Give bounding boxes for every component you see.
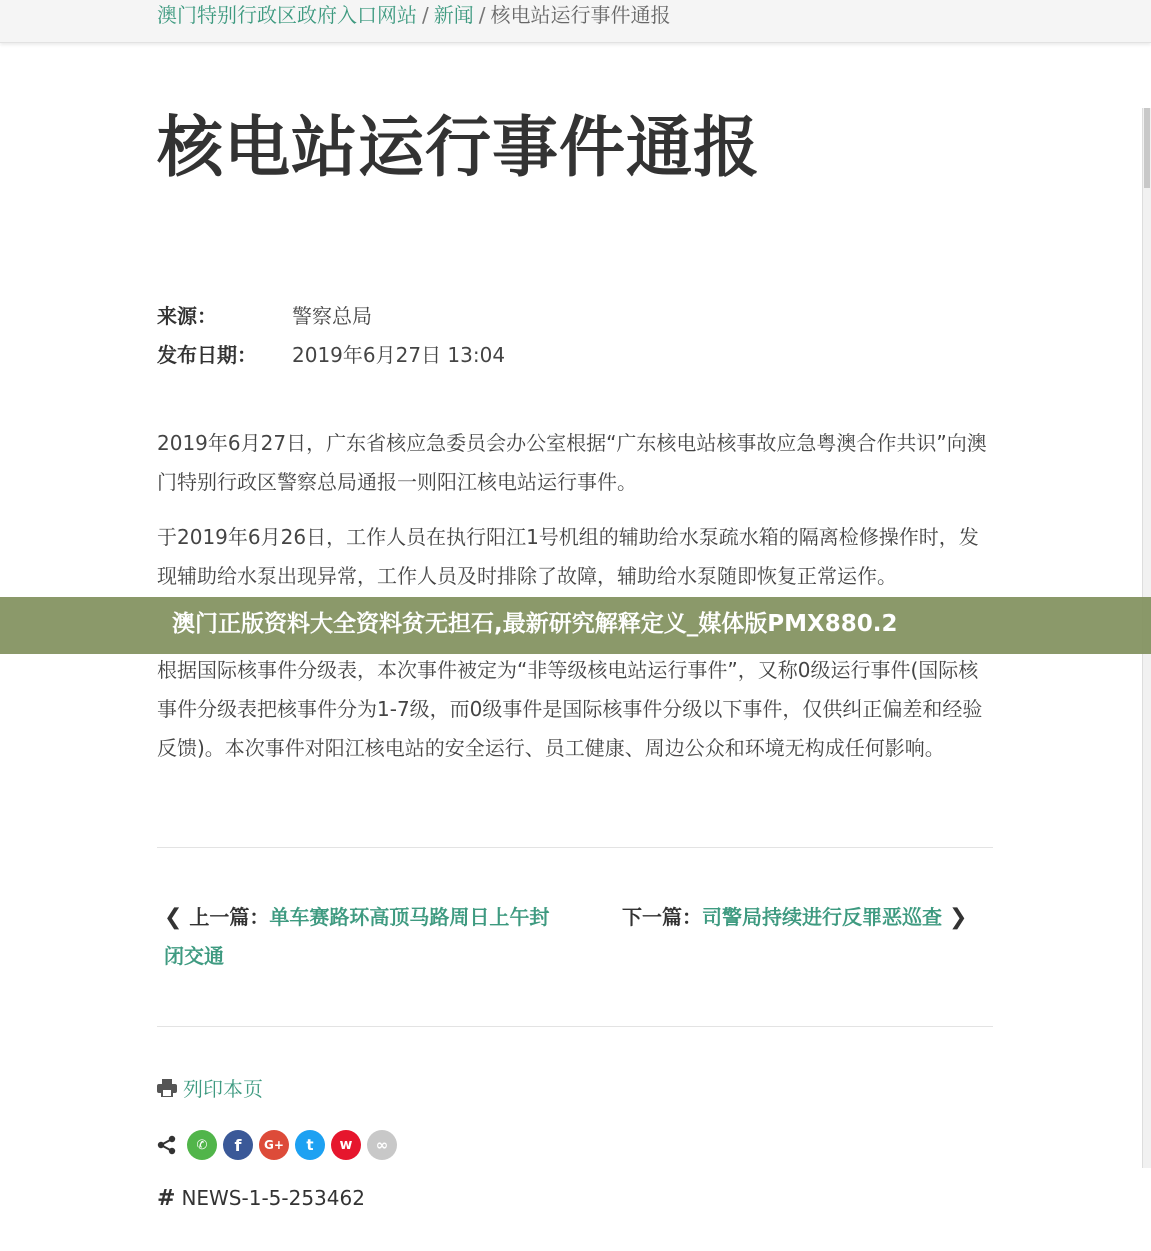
prev-article[interactable] [164, 898, 564, 976]
next-article-link[interactable]: 司警局持续进行反罪恶巡查 [702, 905, 942, 929]
chevron-right-icon: ❯ [948, 905, 968, 930]
print-label: 列印本页 [183, 1077, 263, 1101]
next-article[interactable] [622, 898, 992, 937]
weibo-icon[interactable]: w [331, 1130, 361, 1160]
divider [157, 847, 993, 848]
source-label: 来源： [157, 304, 217, 328]
breadcrumb-separator: / [422, 3, 429, 27]
hash-icon: # [157, 1186, 176, 1211]
breadcrumb-current: 核电站运行事件通报 [490, 3, 671, 27]
share-bar [157, 1129, 397, 1161]
divider [157, 1026, 993, 1027]
prev-article-link[interactable]: 单车赛路环高顶马路周日上午封闭交通 [164, 905, 550, 968]
source-value: 警察总局 [292, 304, 372, 328]
article-paragraph: 根据国际核事件分级表，本次事件被定为“非等级核电站运行事件”，又称0级运行事件(国际核事件分级表把核事件分为1-7级，而0级事件是国际核事件分级以下事件，仅供纠正偏差和经验反馈)。本次事件对阳江核电站的安全运行、员工健康、周边公众和环境无构成任何影响。 [157, 658, 983, 760]
chevron-left-icon: ❮ [164, 905, 183, 930]
breadcrumb-home-link[interactable]: 澳门特别行政区政府入口网站 [157, 3, 417, 27]
printer-icon [157, 1079, 177, 1097]
breadcrumb-news-link[interactable]: 新闻 [433, 3, 474, 27]
wechat-icon[interactable]: ✆ [187, 1130, 217, 1160]
news-id [157, 1183, 365, 1214]
prev-label: 上一篇： [189, 905, 270, 929]
date-row [157, 341, 505, 369]
link-icon[interactable]: ∞ [367, 1130, 397, 1160]
news-id-value: NEWS-1-5-253462 [181, 1186, 365, 1210]
next-label: 下一篇： [622, 905, 702, 929]
breadcrumb-separator: / [478, 3, 486, 27]
overlay-banner-text: 澳门正版资料大全资料贫无担石,最新研究解释定义_媒体版PMX880.2 [172, 611, 898, 637]
share-icon [157, 1135, 177, 1155]
print-link[interactable] [157, 1074, 263, 1104]
facebook-icon[interactable]: f [223, 1130, 253, 1160]
article-paragraph: 2019年6月27日，广东省核应急委员会办公室根据“广东核电站核事故应急粤澳合作共识”向澳门特别行政区警察总局通报一则阳江核电站运行事件。 [157, 431, 987, 494]
twitter-icon[interactable]: t [295, 1130, 325, 1160]
overlay-banner [0, 597, 1151, 654]
page-title: 核电站运行事件通报 [157, 109, 760, 186]
breadcrumb [157, 2, 671, 28]
top-bar [0, 0, 1151, 43]
scrollbar-thumb[interactable] [1144, 108, 1150, 188]
source-row [157, 302, 372, 330]
google-plus-icon[interactable]: G+ [259, 1130, 289, 1160]
date-value: 2019年6月27日 13:04 [292, 343, 506, 367]
date-label: 发布日期： [157, 343, 257, 367]
article-paragraph: 于2019年6月26日，工作人员在执行阳江1号机组的辅助给水泵疏水箱的隔离检修操作时，发现辅助给水泵出现异常，工作人员及时排除了故障，辅助给水泵随即恢复正常运作。 [157, 525, 979, 588]
